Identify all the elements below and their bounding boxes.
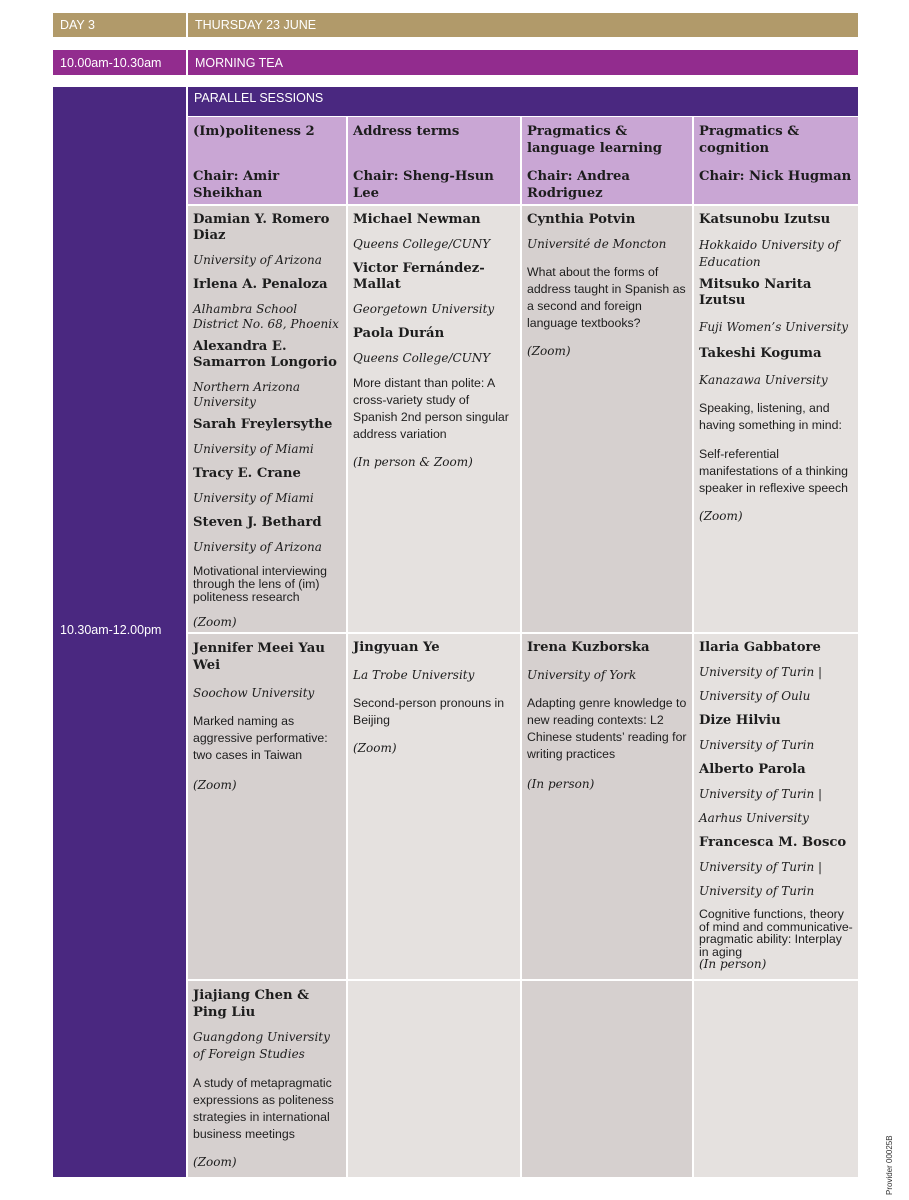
day-header-bar	[53, 13, 858, 37]
author-affiliation: Queens College/CUNY	[353, 237, 491, 251]
session-cell	[522, 634, 692, 979]
paper-title: Adapting genre knowledge to new reading contexts: L2 Chinese students’ reading for writing practices	[527, 696, 687, 761]
author-name: Alexandra E. Samarron Longorio	[193, 339, 337, 370]
session-cell	[188, 634, 346, 979]
session-mode: (Zoom)	[193, 615, 237, 629]
paper-title: More distant than polite: A cross-variety study of Spanish 2nd person singular address variation	[353, 376, 509, 441]
author-affiliation: Fuji Women’s University	[699, 320, 849, 334]
author-affiliation: University of Turin	[699, 738, 815, 752]
author-name: Francesca M. Bosco	[699, 835, 847, 850]
empty-session-cell	[694, 981, 858, 1177]
paper-title: Motivational interviewing through the lens of (im) politeness research	[193, 564, 327, 604]
author-name: Alberto Parola	[699, 762, 806, 777]
author-affiliation: University of Arizona	[193, 253, 322, 267]
author-affiliation: Queens College/CUNY	[353, 351, 491, 365]
column-chair: Chair: Amir Sheikhan	[193, 169, 280, 201]
provider-number: Provider 00025B	[885, 1135, 894, 1195]
session-mode: (In person)	[699, 957, 767, 971]
session-cell	[348, 206, 520, 632]
author-affiliation: Aarhus University	[699, 811, 809, 825]
author-affiliation: University of Turin |	[699, 665, 823, 679]
column-chair: Chair: Sheng-Hsun Lee	[353, 169, 494, 201]
author-name: Jingyuan Ye	[353, 640, 440, 655]
paper-title: A study of metapragmatic expressions as politeness strategies in international business meetings	[193, 1076, 334, 1141]
author-affiliation: Hokkaido University of Education	[699, 238, 840, 269]
paper-title: Marked naming as aggressive performative: two cases in Taiwan	[193, 714, 328, 762]
author-affiliation: University of Arizona	[193, 540, 322, 554]
author-name: Steven J. Bethard	[193, 515, 322, 530]
session-cell	[694, 206, 858, 632]
author-name: Jennifer Meei Yau Wei	[193, 641, 325, 673]
day-label: DAY 3	[60, 18, 95, 32]
session-mode: (Zoom)	[193, 1155, 237, 1169]
author-name: Victor Fernández-Mallat	[353, 261, 485, 292]
author-affiliation: University of Oulu	[699, 689, 811, 703]
column-title: Pragmatics & cognition	[699, 124, 800, 156]
morning-tea-bar	[53, 50, 858, 75]
author-name: Irlena A. Penaloza	[193, 277, 328, 292]
author-affiliation: Soochow University	[193, 686, 315, 700]
author-name: Ilaria Gabbatore	[699, 640, 821, 655]
author-affiliation: Université de Moncton	[527, 237, 667, 251]
session-cell	[348, 634, 520, 979]
column-chair: Chair: Andrea Rodriguez	[527, 169, 630, 201]
author-name: Katsunobu Izutsu	[699, 212, 831, 227]
session-mode: (Zoom)	[527, 344, 571, 358]
column-header	[348, 117, 520, 204]
author-affiliation: La Trobe University	[353, 668, 475, 682]
author-name: Michael Newman	[353, 212, 481, 227]
author-name: Irena Kuzborska	[527, 640, 650, 655]
session-time-column	[53, 87, 186, 1177]
author-affiliation: University of Turin |	[699, 787, 823, 801]
session-cell	[188, 981, 346, 1177]
session-mode: (In person & Zoom)	[353, 455, 473, 469]
paper-title: What about the forms of address taught in Spanish as a second and foreign language textbooks?	[527, 265, 686, 330]
session-cell	[694, 634, 858, 979]
parallel-sessions-bar: PARALLEL SESSIONS	[188, 87, 858, 116]
author-name: Mitsuko Narita Izutsu	[699, 277, 812, 308]
column-header	[188, 117, 346, 204]
author-name: Tracy E. Crane	[193, 466, 301, 481]
author-name: Dize Hilviu	[699, 713, 781, 728]
author-name: Sarah Freylersythe	[193, 417, 333, 432]
author-name: Jiajiang Chen & Ping Liu	[193, 988, 310, 1020]
empty-session-cell	[348, 981, 520, 1177]
paper-title: Speaking, listening, and having something in mind:	[699, 401, 842, 432]
empty-session-cell	[522, 981, 692, 1177]
session-mode: (In person)	[527, 777, 595, 791]
author-name: Paola Durán	[353, 326, 445, 341]
session-mode: (Zoom)	[193, 778, 237, 792]
paper-title: Cognitive functions, theory of mind and communicative-pragmatic ability: Interplay in aging	[699, 907, 853, 959]
author-affiliation: Northern Arizona University	[193, 380, 301, 409]
author-name: Cynthia Potvin	[527, 212, 636, 227]
session-mode: (Zoom)	[699, 509, 743, 523]
session-cell	[188, 206, 346, 632]
author-affiliation: University of Turin |	[699, 860, 823, 874]
author-affiliation: Kanazawa University	[699, 373, 828, 387]
session-time: 10.30am-12.00pm	[60, 623, 162, 637]
column-chair: Chair: Nick Hugman	[699, 169, 852, 184]
column-title: Address terms	[353, 124, 460, 139]
author-affiliation: University of Turin	[699, 884, 815, 898]
date-label: THURSDAY 23 JUNE	[195, 18, 317, 32]
author-affiliation: University of Miami	[193, 491, 314, 505]
author-affiliation: University of York	[527, 668, 637, 682]
author-affiliation: Guangdong University of Foreign Studies	[193, 1030, 330, 1061]
author-name: Takeshi Koguma	[699, 346, 822, 361]
session-mode: (Zoom)	[353, 741, 397, 755]
author-affiliation: Georgetown University	[353, 302, 495, 316]
session-cell	[522, 206, 692, 632]
author-affiliation: University of Miami	[193, 442, 314, 456]
tea-label: MORNING TEA	[195, 55, 283, 70]
paper-title-continued: Self-referential manifestations of a thinking speaker in reflexive speech	[699, 447, 849, 495]
paper-title: Second-person pronouns in Beijing	[353, 696, 505, 727]
author-name: Damian Y. Romero Diaz	[193, 212, 330, 243]
column-header	[694, 117, 858, 204]
tea-time: 10.00am-10.30am	[60, 55, 162, 70]
author-affiliation: Alhambra School District No. 68, Phoenix	[193, 302, 339, 331]
column-header	[522, 117, 692, 204]
column-title: (Im)politeness 2	[193, 124, 315, 139]
column-title: Pragmatics & language learning	[527, 124, 662, 156]
